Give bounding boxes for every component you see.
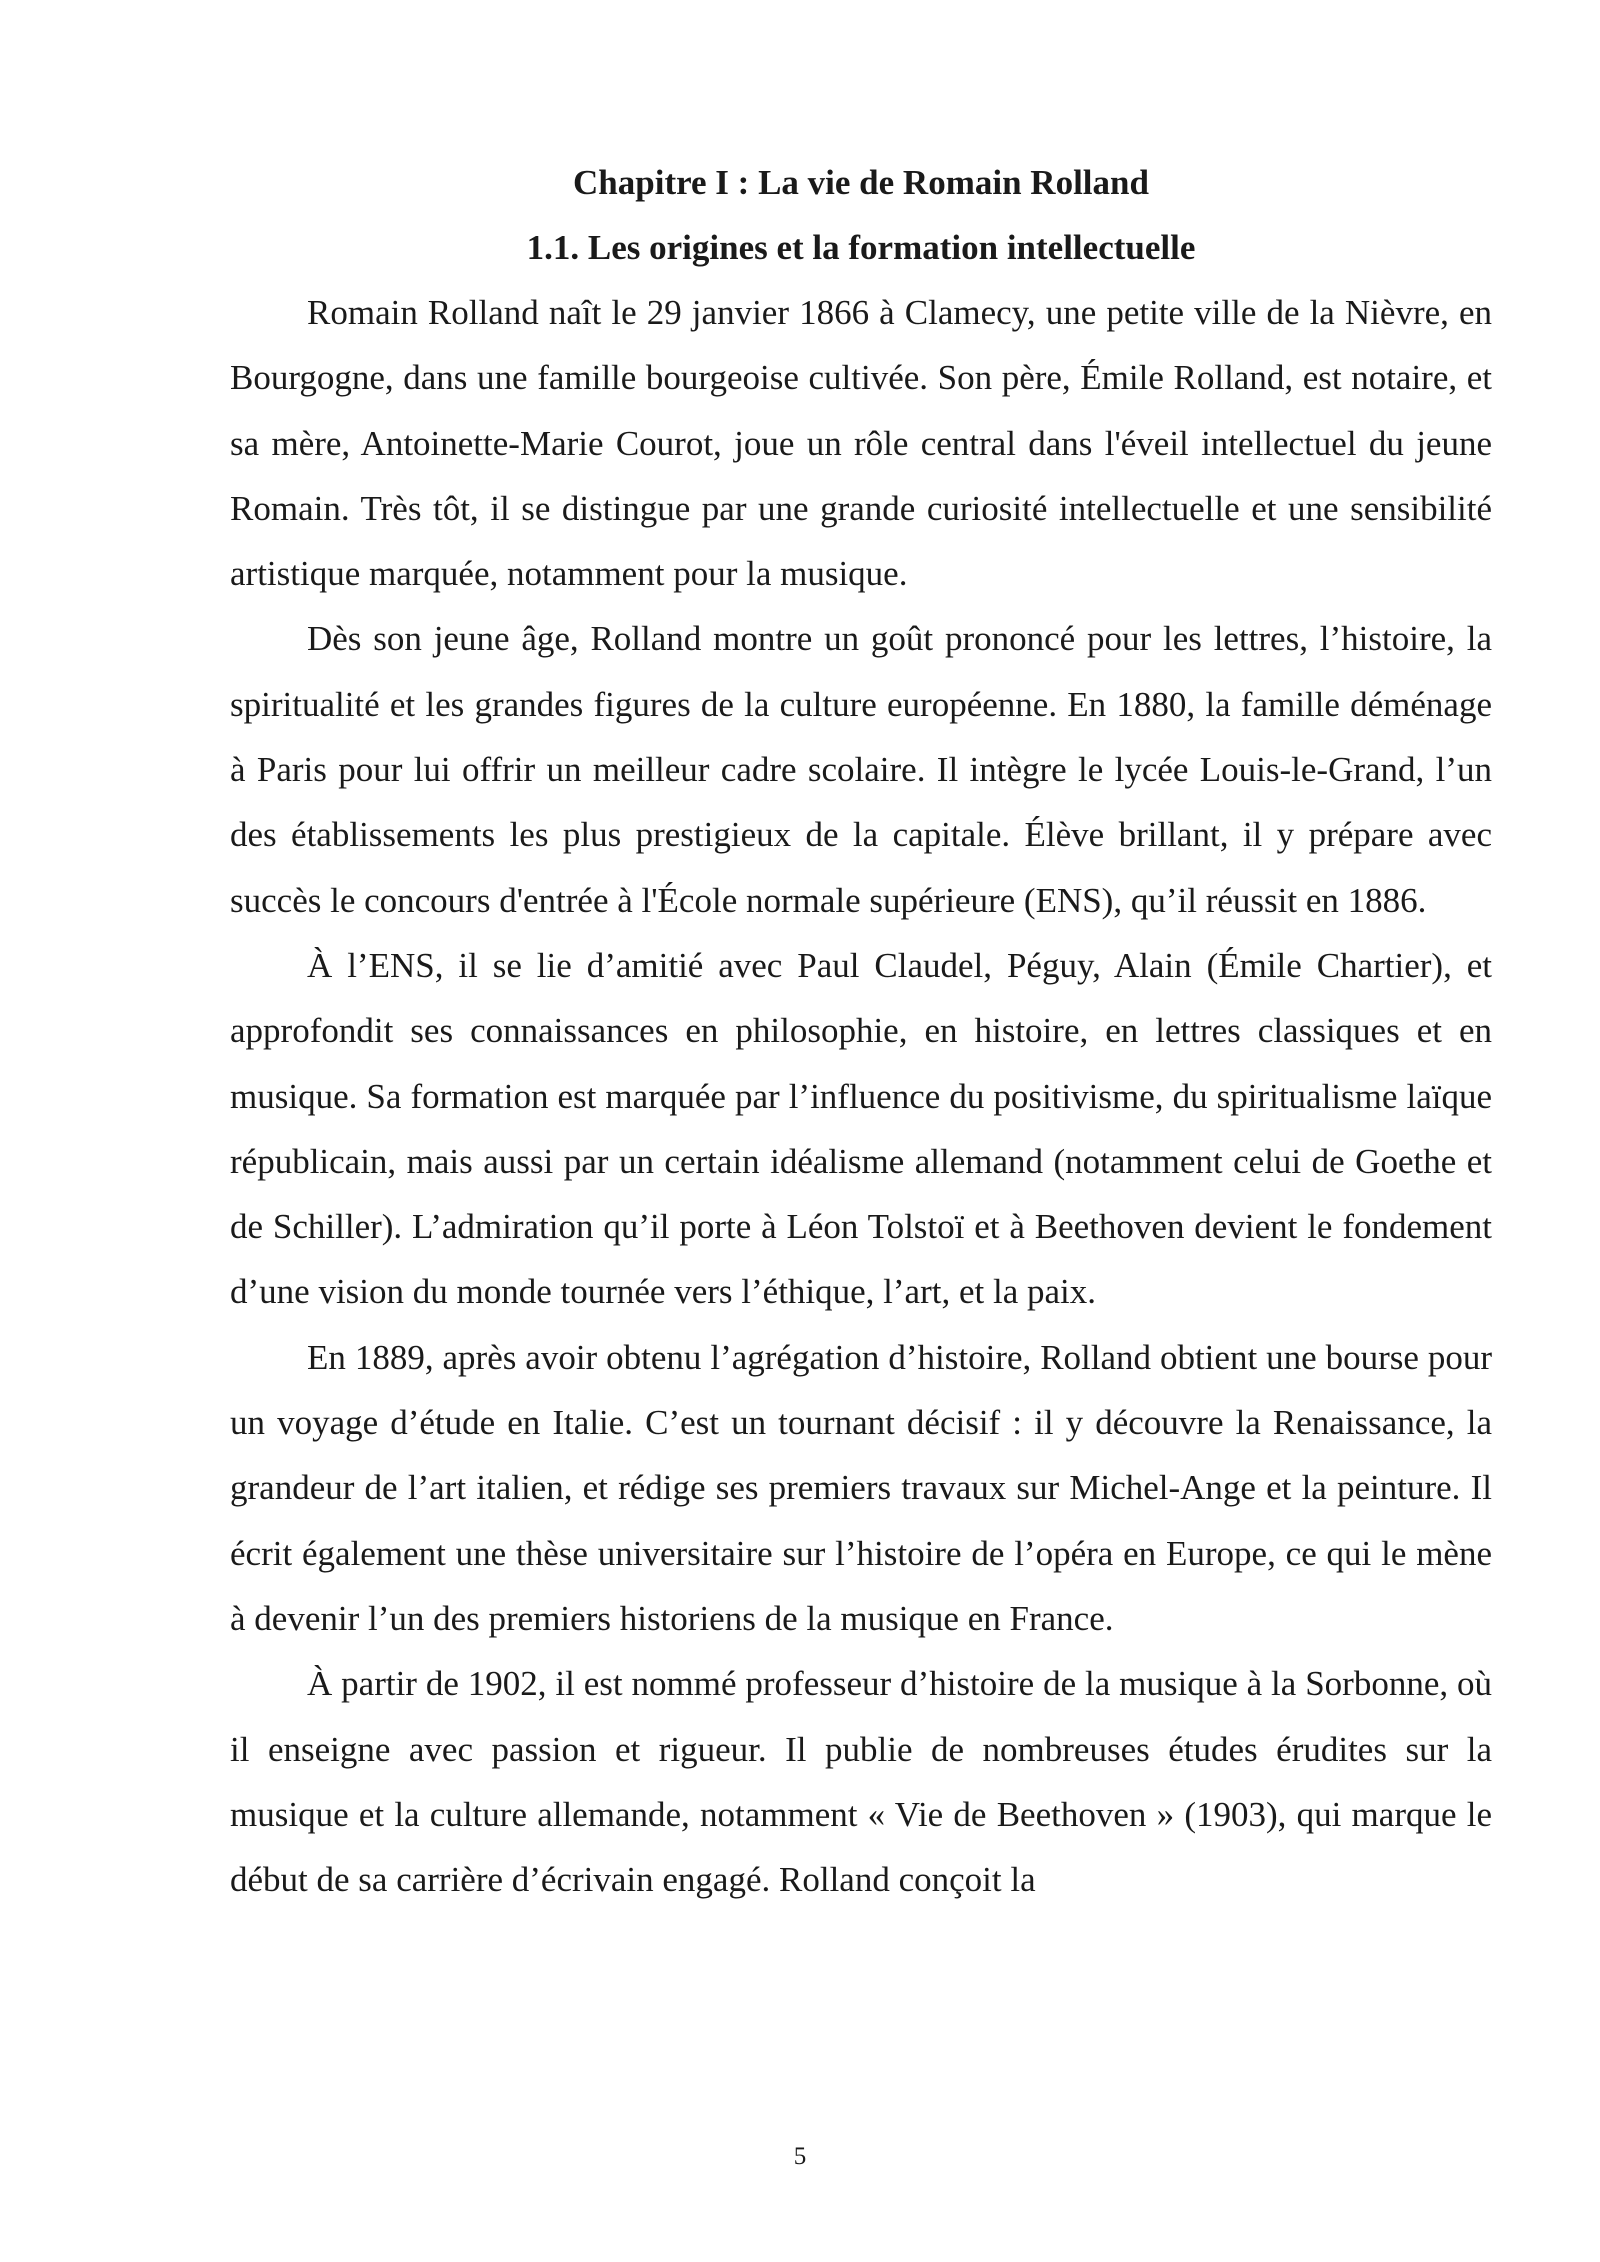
paragraph-origins: Romain Rolland naît le 29 janvier 1866 à Clamecy, une petite ville de la Nièvre, en Bourgogne, dans une famille bourgeoise cultivée. Son père, Émile Rolland, est notaire, et sa mère, Antoinette-Marie Courot, joue un rôle central dans l'éveil intellectuel du jeune Romain. Très tôt, il se distingue par une grande curiosité intellectuelle et une sensibilité artistique marquée, notamment pour la musique.: [230, 293, 1492, 594]
chapter-title: Chapitre I : La vie de Romain Rolland: [573, 163, 1149, 202]
section-title: 1.1. Les origines et la formation intellectuelle: [526, 228, 1196, 267]
paragraph-ens: À l’ENS, il se lie d’amitié avec Paul Claudel, Péguy, Alain (Émile Chartier), et approfondit ses connaissances en philosophie, en histoire, en lettres classiques et en musique. Sa formation est marquée par l’influence du positivisme, du spiritualisme laïque républicain, mais aussi par un certain idéalisme allemand (notamment celui de Goethe et de Schiller). L’admiration qu’il porte à Léon Tolstoï et à Beethoven devient le fondement d’une vision du monde tournée vers l’éthique, l’art, et la paix.: [230, 945, 1492, 1312]
paragraph-youth: Dès son jeune âge, Rolland montre un goût prononcé pour les lettres, l’histoire, la spiritualité et les grandes figures de la culture européenne. En 1880, la famille déménage à Paris pour lui offrir un meilleur cadre scolaire. Il intègre le lycée Louis-le-Grand, l’un des établissements les plus prestigieux de la capitale. Élève brillant, il y prépare avec succès le concours d'entrée à l'École normale supérieure (ENS), qu’il réussit en 1886.: [230, 619, 1492, 920]
page-number: 5: [793, 2143, 807, 2170]
page-content: [230, 150, 1492, 1912]
paragraph-sorbonne: À partir de 1902, il est nommé professeur d’histoire de la musique à la Sorbonne, où il enseigne avec passion et rigueur. Il publie de nombreuses études érudites sur la musique et la culture allemande, notamment « Vie de Beethoven » (1903), qui marque le début de sa carrière d’écrivain engagé. Rolland conçoit la: [230, 1664, 1492, 1900]
paragraph-italy: En 1889, après avoir obtenu l’agrégation d’histoire, Rolland obtient une bourse pour un voyage d’étude en Italie. C’est un tournant décisif : il y découvre la Renaissance, la grandeur de l’art italien, et rédige ses premiers travaux sur Michel-Ange et la peinture. Il écrit également une thèse universitaire sur l’histoire de l’opéra en Europe, ce qui le mène à devenir l’un des premiers historiens de la musique en France.: [230, 1337, 1492, 1638]
